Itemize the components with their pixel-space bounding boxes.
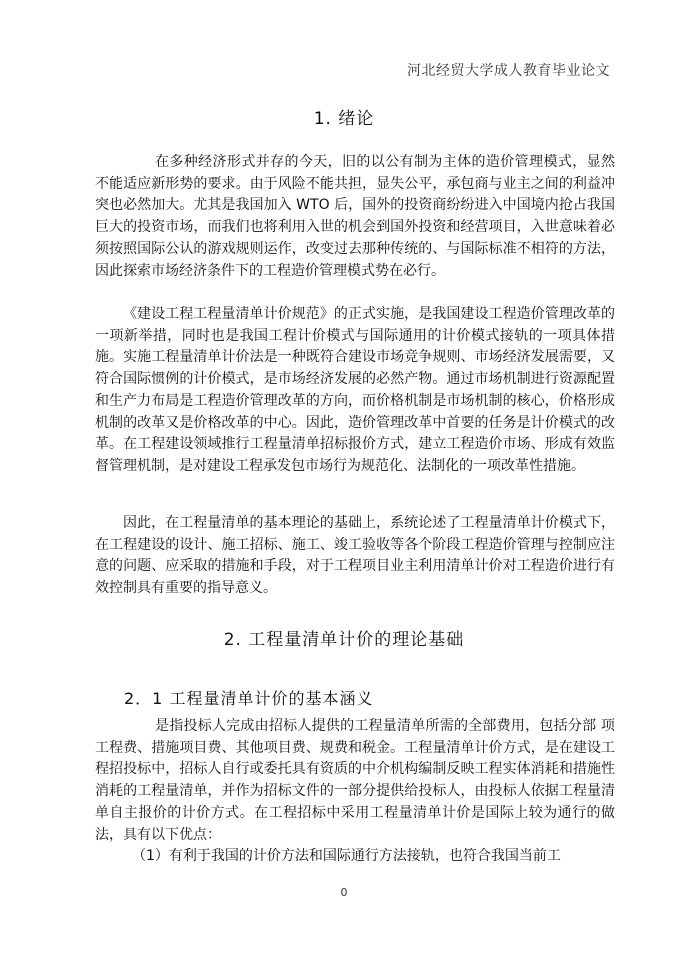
section-2-1-list-item-1: （1）有利于我国的计价方法和国际通行方法接轨，也符合我国当前工 xyxy=(132,848,561,864)
chapter-1-paragraph-3: 因此，在工程量清单的基本理论的基础上，系统论述了工程量清单计价模式下，在工程建设的设计、施工招标、施工、竣工验收等各个阶段工程造价管理与控制应注意的问题、应采取的措施和手段，对于工程项目业主利用清单计价对工程造价进行有效控制具有重要的指导意义。 xyxy=(95,515,615,597)
chapter-1-paragraph-1: 在多种经济形式并存的今天，旧的以公有制为主体的造价管理模式，显然不能适应新形势的要求。由于风险不能共担，显失公平，承包商与业主之间的利益冲突也必然加大。尤其是我国加入 WTO 后，国外的投资商纷纷进入中国境内抢占我国巨大的投资市场，而我们也将利用入世的机会到国外投资和经营项目，入世意味着必须按照国际公认的游戏规则运作，改变过去那种传统的、与国际标准不相符的方法，因此探索市场经济条件下的工程造价管理模式势在必行。 xyxy=(95,154,615,279)
chapter-2-title: 2. 工程量清单计价的理论基础 xyxy=(223,630,465,650)
page-number: 0 xyxy=(340,886,348,899)
section-2-1-paragraph-1: 是指投标人完成由招标人提供的工程量清单所需的全部费用，包括分部 项工程费、措施项目费、其他项目费、规费和税金。工程量清单计价方式，是在建设工程招投标中，招标人自行或委托具有资质的中介机构编制反映工程实体消耗和措施性消耗的工程量清单，并作为招标文件的一部分提供给投标人，由投标人依据工程量清单自主报价的计价方式。在工程招标中采用工程量清单计价是国际上较为通行的做法，具有以下优点： xyxy=(95,718,615,843)
chapter-1-paragraph-2: 《建设工程工程量清单计价规范》的正式实施，是我国建设工程造价管理改革的一项新举措，同时也是我国工程计价模式与国际通用的计价模式接轨的一项具体措施。实施工程量清单计价法是一种既符合建设市场竞争规则、市场经济发展需要，又符合国际惯例的计价模式，是市场经济发展的必然产物。通过市场机制进行资源配置和生产力布局是工程造价管理改革的方向，而价格机制是市场机制的核心，价格形成机制的改革又是价格改革的中心。因此，造价管理改革中首要的任务是计价模式的改革。在工程建设领域推行工程量清单招标报价方式，建立工程造价市场、形成有效监督管理机制，是对建设工程承发包市场行为规范化、法制化的一项改革性措施。 xyxy=(95,306,615,474)
chapter-1-title: 1. 绪论 xyxy=(313,109,375,129)
section-2-1-title: 2．1 工程量清单计价的基本涵义 xyxy=(124,689,374,708)
running-header: 河北经贸大学成人教育毕业论文 xyxy=(407,63,610,79)
